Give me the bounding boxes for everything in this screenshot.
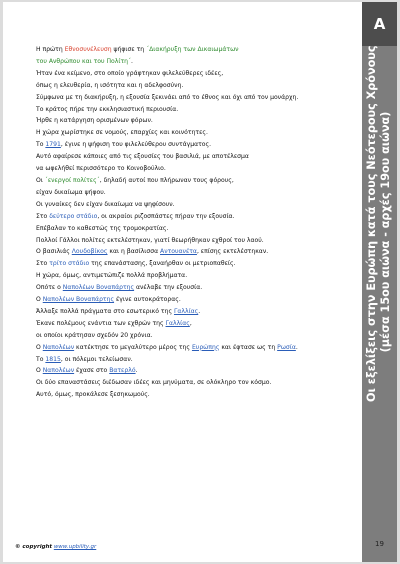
text-segment: Πολλοί Γάλλοι πολίτες εκτελέστηκαν, γιατί θεωρήθηκαν εχθροί του λαού. <box>36 236 264 244</box>
text-line <box>36 187 358 199</box>
text-line <box>36 258 358 270</box>
text-line <box>36 318 358 330</box>
text-segment: Αυτό αφαίρεσε κάποιες από τις εξουσίες του βασιλιά, με αποτέλεσμα <box>36 153 249 161</box>
text-line <box>36 365 358 377</box>
text-line <box>36 294 358 306</box>
text-segment: Το κράτος πήρε την εκκλησιαστική περιουσία. <box>36 105 179 113</box>
page-number: 19 <box>375 540 384 548</box>
document-page <box>3 2 397 562</box>
text-line <box>36 377 358 389</box>
text-segment: , επίσης εκτελέστηκαν. <box>196 248 269 256</box>
text-segment: έγινε αυτοκράτορας. <box>114 296 181 304</box>
highlighted-term: τρίτο στάδιο <box>49 260 90 268</box>
text-line <box>36 211 358 223</box>
chapter-title <box>365 45 393 402</box>
highlighted-term: του Ανθρώπου και του Πολίτη΄ <box>36 57 132 65</box>
text-line <box>36 199 358 211</box>
text-segment: ανέλαβε την εξουσία. <box>134 284 203 292</box>
text-segment: Ήρθε η κατάργηση ορισμένων φόρων. <box>36 117 153 125</box>
text-line <box>36 139 358 151</box>
term-link[interactable]: 1815 <box>45 355 61 363</box>
text-segment: Η χώρα, όμως, αντιμετώπιζε πολλά προβλήματα. <box>36 272 188 280</box>
text-line <box>36 342 358 354</box>
term-link[interactable]: Ευρώπης <box>191 343 220 351</box>
text-segment: και η βασίλισσα <box>107 248 161 256</box>
text-segment: , οι πόλεμοι τελείωσαν. <box>60 355 133 363</box>
text-segment: Οι <box>36 176 45 184</box>
text-segment: Ο βασιλιάς <box>36 248 72 256</box>
text-segment: . <box>198 307 201 315</box>
term-link[interactable]: Γαλλίας <box>165 319 190 327</box>
text-segment: . <box>295 343 298 351</box>
text-line <box>36 163 358 175</box>
footer <box>15 544 96 550</box>
website-link[interactable]: www.upbility.gr <box>53 544 97 550</box>
term-link[interactable]: Ναπολέων Βοναπάρτης <box>42 296 115 304</box>
text-line <box>36 44 358 56</box>
text-segment: της επανάστασης, ξαναήρθαν οι μετριοπαθείς. <box>89 260 236 268</box>
term-link[interactable]: Αντουανέτα <box>160 248 197 256</box>
text-line <box>36 115 358 127</box>
text-line <box>36 389 358 401</box>
text-segment: όπως η ελευθερία, η ισότητα και η αδελφοσύνη. <box>36 81 184 89</box>
text-segment: Στο <box>36 260 50 268</box>
copyright-text: © copyright <box>15 544 53 550</box>
text-segment: και έφτασε ως τη <box>219 343 278 351</box>
term-link[interactable]: Ρωσία <box>277 343 296 351</box>
text-segment: Επέβαλαν το καθεστώς της τρομοκρατίας. <box>36 224 169 232</box>
text-line <box>36 80 358 92</box>
text-segment: Οπότε ο <box>36 284 63 292</box>
text-line <box>36 92 358 104</box>
text-segment: Στο <box>36 212 50 220</box>
text-segment: Οι δύο επαναστάσεις διέδωσαν ιδέες και μηνύματα, σε ολόκληρο τον κόσμο. <box>36 379 272 387</box>
body-text <box>36 44 358 401</box>
term-link[interactable]: Ναπολέων <box>42 367 75 375</box>
text-line <box>36 246 358 258</box>
term-link[interactable]: Βατερλό <box>109 367 136 375</box>
text-segment: Ο <box>36 343 43 351</box>
text-line <box>36 223 358 235</box>
text-line <box>36 104 358 116</box>
text-segment: , <box>189 319 192 327</box>
text-line <box>36 306 358 318</box>
text-line <box>36 56 358 68</box>
text-segment: κατέκτησε το μεγαλύτερο μέρος της <box>74 343 192 351</box>
highlighted-term: ΄Διακήρυξη των Δικαιωμάτων <box>146 46 239 53</box>
text-segment: Το <box>36 141 46 149</box>
text-line <box>36 330 358 342</box>
highlighted-term: ΄ενεργοί πολίτες΄ <box>44 176 100 184</box>
highlighted-term: δεύτερο στάδιο <box>49 212 98 220</box>
text-line <box>36 127 358 139</box>
text-segment: Η χώρα χωρίστηκε σε νομούς, επαρχίες και κοινότητες. <box>36 129 208 137</box>
term-link[interactable]: Γαλλίας <box>173 307 199 315</box>
text-segment: είχαν δικαίωμα ψήφου. <box>36 188 106 196</box>
text-segment: Άλλαξε πολλά πράγματα στο εσωτερικό της <box>36 307 174 315</box>
text-line <box>36 270 358 282</box>
chapter-badge: Α <box>362 2 397 46</box>
text-segment: Η πρώτη <box>36 46 65 53</box>
term-link[interactable]: 1791 <box>45 141 61 149</box>
text-segment: . <box>131 57 133 65</box>
text-line <box>36 282 358 294</box>
text-segment: έχασε στο <box>74 367 110 375</box>
text-segment: Ο <box>36 296 43 304</box>
text-line <box>36 235 358 247</box>
text-segment: , δηλαδή αυτοί που πλήρωναν τους φόρους, <box>99 176 234 184</box>
text-segment: Έκανε πολέμους ενάντια των εχθρών της <box>36 319 166 327</box>
highlighted-term: Εθνοσυνέλευση <box>64 46 112 53</box>
text-segment: ψήφισε τη <box>111 46 147 53</box>
text-segment: Το <box>36 355 46 363</box>
term-link[interactable]: Ναπολέων <box>42 343 75 351</box>
text-line <box>36 151 358 163</box>
text-segment: , έγινε η ψήφιση του φιλελεύθερου συντάγματος. <box>60 141 212 149</box>
text-segment: . <box>135 367 138 375</box>
text-segment: οι οποίοι κράτησαν σχεδόν 20 χρόνια. <box>36 331 153 339</box>
text-segment: Οι γυναίκες δεν είχαν δικαίωμα να ψηφίσουν. <box>36 200 175 208</box>
text-line <box>36 68 358 80</box>
chapter-title-line2: (μέσα 15ου αιώνα - αρχές 19ου αιώνα) <box>379 111 392 353</box>
text-line <box>36 175 358 187</box>
text-segment: Σύμφωνα με τη διακήρυξη, η εξουσία ξεκινάει από το έθνος και όχι από τον μονάρχη. <box>36 93 299 101</box>
term-link[interactable]: Λουδοβίκος <box>71 248 108 256</box>
term-link[interactable]: Ναπολέων Βοναπάρτης <box>62 284 135 292</box>
text-segment: Ήταν ένα κείμενο, στο οποίο γράφτηκαν φιλελεύθερες ιδέες, <box>36 69 224 77</box>
chapter-title-line1: Οι εξελίξεις στην Ευρώπη κατά τους Νεότερους Χρόνους <box>365 45 378 402</box>
text-line <box>36 354 358 366</box>
text-segment: Αυτό, όμως, προκάλεσε ξεσηκωμούς. <box>36 391 150 399</box>
text-segment: Ο <box>36 367 43 375</box>
text-segment: να ωφελήθεί περισσότερο το Κοινοβούλιο. <box>36 165 166 173</box>
text-segment: , οι ακραίοι ριζοσπάστες πήραν την εξουσία. <box>97 212 235 220</box>
